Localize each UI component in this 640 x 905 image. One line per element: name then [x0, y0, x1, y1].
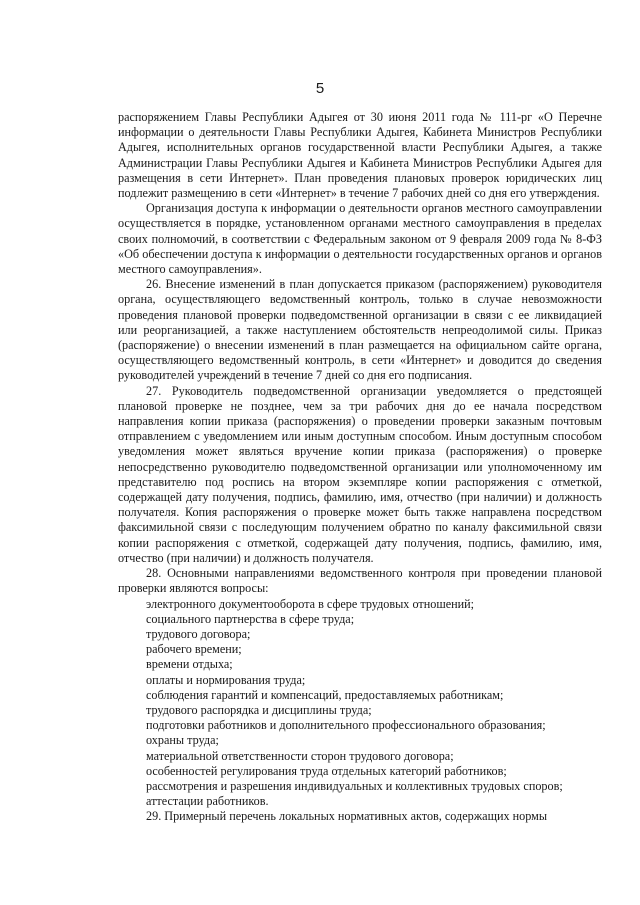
list-item: трудового распорядка и дисциплины труда; — [146, 702, 372, 717]
list-item: трудового договора; — [146, 626, 251, 641]
list-item: электронного документооборота в сфере трудовых отношений; — [146, 596, 475, 611]
paragraph-27: 27. Руководитель подведомственной организации уведомляется о предстоящей плановой проверке не позднее, чем за три рабочих дня до ее начала посредством направления копии приказа (распоряжения) о проведении проверки заказным почтовым отправлением с уведомлением или иным доступным способом. Иным доступным способом уведомления может являться вручение копии приказа (распоряжения) о проверке непосредственно руководителю подведомственной организации или уполномоченному им представителю под роспись на втором экземпляре копии распоряжения с отметкой, содержащей дату получения, подпись, фамилию, имя, отчество (при наличии) и должность получателя. Копия распоряжения о проверке может быть также направлена посредством факсимильной связи с последующим получением обратно по каналу факсимильной связи копии распоряжения с отметкой, содержащей дату получения, подпись, фамилию, имя, отчество (при наличии) и должность получателя. — [118, 383, 602, 565]
list-item: охраны труда; — [146, 733, 219, 748]
list-item: материальной ответственности сторон трудового договора; — [146, 748, 454, 763]
document-body — [118, 110, 602, 825]
paragraph-26: 26. Внесение изменений в план допускается приказом (распоряжением) руководителя органа, осуществляющего ведомственный контроль, только в случае невозможности проведения плановой проверки подведомственной организации в связи с ее ликвидацией или реорганизацией, а также наступлением обстоятельств непреодолимой силы. Приказ (распоряжение) о внесении изменений в план размещается на официальном сайте органа, осуществляющего ведомственный контроль, в сети «Интернет» и доводится до сведения руководителей учреждений в течение 7 дней со дня его подписания. — [118, 277, 602, 383]
list-item: аттестации работников. — [146, 794, 269, 809]
page-number: 5 — [315, 80, 325, 97]
paragraph-28: 28. Основными направлениями ведомственного контроля при проведении плановой проверки являются вопросы: — [118, 566, 602, 596]
inspection-topics-list — [118, 597, 602, 810]
list-item: подготовки работников и дополнительного профессионального образования; — [146, 718, 546, 733]
list-item: оплаты и нормирования труда; — [146, 672, 306, 687]
list-item: рассмотрения и разрешения индивидуальных и коллективных трудовых споров; — [146, 778, 563, 793]
paragraph-continuation: распоряжением Главы Республики Адыгея от 30 июня 2011 года № 111-рг «О Перечне информации о деятельности Главы Республики Адыгея, Кабинета Министров Республики Адыгея, исполнительных органов государственной власти Республики Адыгея, а также Администрации Главы Республики Адыгея и Кабинета Министров Республики Адыгея для размещения в сети Интернет». План проведения плановых проверок юридических лиц подлежит размещению в сети «Интернет» в течение 7 рабочих дней со дня его утверждения. — [118, 110, 602, 201]
list-item: соблюдения гарантий и компенсаций, предоставляемых работникам; — [146, 687, 504, 702]
list-item: времени отдыха; — [146, 657, 233, 672]
list-item: рабочего времени; — [146, 642, 242, 657]
paragraph-29: 29. Примерный перечень локальных нормативных актов, содержащих нормы — [146, 809, 548, 824]
paragraph-access-organization: Организация доступа к информации о деятельности органов местного самоуправлении осуществляется в порядке, установленном органами местного самоуправления в пределах своих полномочий, в соответствии с Федеральным законом от 9 февраля 2009 года № 8-ФЗ «Об обеспечении доступа к информации о деятельности государственных органов и органов местного самоуправления». — [118, 201, 602, 277]
list-item: социального партнерства в сфере труда; — [146, 611, 355, 626]
list-item: особенностей регулирования труда отдельных категорий работников; — [146, 763, 507, 778]
